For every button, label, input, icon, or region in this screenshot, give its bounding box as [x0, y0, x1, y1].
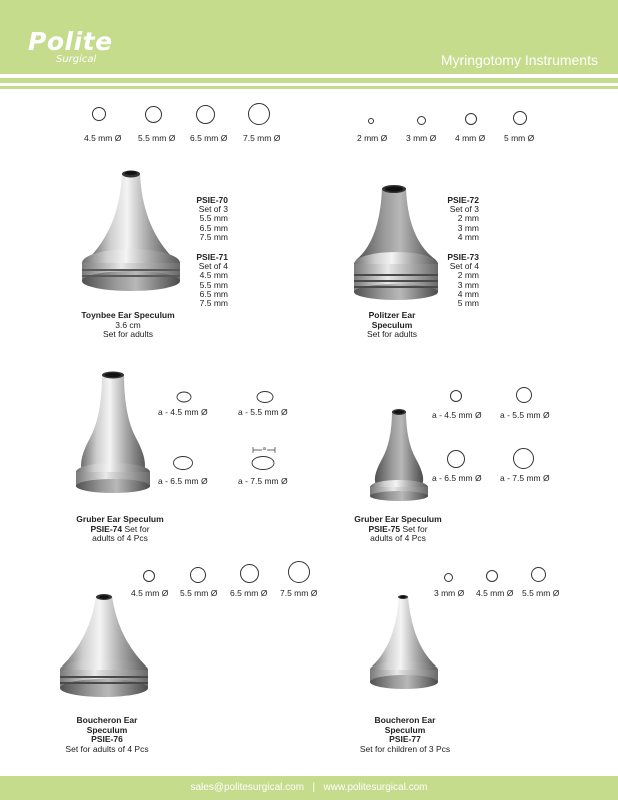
oval-size-icon — [249, 455, 277, 471]
code-detail: 5.5 mm — [199, 279, 228, 290]
code-detail: Set of 3 — [449, 204, 479, 215]
product-code-block — [192, 253, 228, 308]
footer-separator: | — [312, 782, 316, 793]
product-caption — [52, 716, 162, 754]
logo-sub-text: Surgical — [56, 54, 97, 65]
product-caption — [68, 311, 188, 340]
size-label: a - 5.5 mm Ø — [500, 410, 550, 420]
size-circle-icon — [531, 567, 546, 582]
size-circle-icon — [417, 116, 426, 125]
size-circle-icon — [92, 107, 106, 121]
product-name: Speculum — [371, 319, 413, 330]
product-name: Gruber Ear Speculum — [354, 514, 442, 524]
product-name: Boucheron Ear — [374, 715, 436, 725]
code-detail: 6.5 mm — [199, 222, 228, 233]
size-label: a - 4.5 mm Ø — [158, 407, 208, 417]
size-label: 2 mm Ø — [357, 133, 388, 143]
size-circle-icon — [240, 564, 259, 583]
product-detail: Set for children of 3 Pcs — [359, 743, 451, 754]
product-code: PSIE-70 — [196, 195, 228, 205]
size-circle-icon — [513, 111, 527, 125]
logo-main-text: Polite — [28, 27, 113, 56]
product-detail: Set for adults — [366, 329, 418, 339]
size-label: 4.5 mm Ø — [84, 133, 122, 143]
size-label: 5.5 mm Ø — [138, 133, 176, 143]
product-code-block — [443, 253, 479, 308]
code-detail: 2 mm — [457, 213, 479, 224]
product-code: PSIE-75 — [368, 523, 401, 534]
size-label: a - 6.5 mm Ø — [432, 473, 482, 483]
code-detail: Set of 4 — [198, 261, 228, 272]
size-label: a - 6.5 mm Ø — [158, 476, 208, 486]
oval-size-icon — [174, 390, 194, 404]
size-circle-icon — [486, 570, 498, 582]
header-band — [0, 0, 618, 74]
product-code: PSIE-71 — [196, 252, 228, 262]
size-label: a - 5.5 mm Ø — [238, 407, 288, 417]
product-code: PSIE-74 — [90, 523, 123, 534]
gruber-74-speculum-image — [72, 368, 162, 508]
size-label: a - 7.5 mm Ø — [238, 476, 288, 486]
product-caption — [60, 515, 180, 544]
size-circle-icon — [465, 113, 477, 125]
gruber-75-speculum-image — [366, 405, 436, 510]
product-caption — [352, 311, 432, 340]
oval-size-icon — [254, 390, 276, 404]
code-detail: 4 mm — [457, 288, 479, 299]
code-detail: 6.5 mm — [199, 288, 228, 299]
size-circle-icon — [196, 105, 215, 124]
size-circle-icon — [513, 448, 534, 469]
size-label: 6.5 mm Ø — [230, 588, 268, 598]
size-label: 5.5 mm Ø — [180, 588, 218, 598]
product-detail: adults of 4 Pcs — [92, 533, 148, 543]
header-stripe — [0, 78, 618, 83]
product-detail: Set for adults — [102, 329, 154, 339]
product-name: Boucheron Ear — [76, 715, 138, 725]
product-detail: Set for — [402, 523, 428, 534]
size-label: 6.5 mm Ø — [190, 133, 228, 143]
product-caption — [350, 716, 460, 754]
footer-band — [0, 776, 618, 800]
size-circle-icon — [143, 570, 155, 582]
toynbee-speculum-image — [76, 165, 186, 305]
product-name: Speculum — [86, 724, 128, 735]
size-label: 3 mm Ø — [406, 133, 437, 143]
size-circle-icon — [248, 103, 270, 125]
code-detail: 5.5 mm — [199, 213, 228, 224]
code-detail: Set of 4 — [449, 261, 479, 272]
product-code: PSIE-72 — [447, 195, 479, 205]
product-name: Toynbee Ear Speculum — [81, 310, 175, 320]
product-detail: adults of 4 Pcs — [370, 533, 426, 543]
product-code: PSIE-77 — [389, 734, 421, 744]
size-circle-icon — [447, 450, 465, 468]
code-detail: 5 mm — [457, 298, 479, 309]
size-label: 5.5 mm Ø — [522, 588, 560, 598]
code-detail: Set of 3 — [198, 204, 228, 215]
size-circle-icon — [444, 573, 453, 582]
code-detail: 4.5 mm — [199, 270, 228, 281]
size-label: 4.5 mm Ø — [476, 588, 514, 598]
product-detail: Set for — [124, 523, 150, 534]
size-circle-icon — [145, 106, 162, 123]
product-detail: Set for adults of 4 Pcs — [65, 743, 149, 754]
header-stripe-thin — [0, 86, 618, 89]
product-code: PSIE-73 — [447, 252, 479, 262]
politzer-speculum-image — [350, 180, 450, 310]
size-label: 4.5 mm Ø — [131, 588, 169, 598]
boucheron-76-speculum-image — [58, 588, 158, 708]
size-label: 7.5 mm Ø — [280, 588, 318, 598]
product-name: Politzer Ear — [368, 310, 416, 320]
size-circle-icon — [450, 390, 462, 402]
product-name: Speculum — [384, 724, 426, 735]
product-name: Gruber Ear Speculum — [76, 514, 164, 524]
code-detail: 7.5 mm — [199, 231, 228, 242]
code-detail: 2 mm — [457, 270, 479, 281]
size-label: 3 mm Ø — [434, 588, 465, 598]
product-code-block — [443, 196, 479, 242]
product-caption — [338, 515, 458, 544]
size-circle-icon — [516, 387, 532, 403]
size-label: 5 mm Ø — [504, 133, 535, 143]
size-label: 4 mm Ø — [455, 133, 486, 143]
footer-email-link[interactable]: sales@politesurgical.com — [190, 782, 305, 793]
size-circle-icon — [368, 118, 374, 124]
size-label: a - 7.5 mm Ø — [500, 473, 550, 483]
product-detail: 3.6 cm — [115, 319, 141, 330]
dimension-letter: a — [263, 446, 266, 452]
code-detail: 7.5 mm — [199, 298, 228, 309]
product-code: PSIE-76 — [91, 734, 123, 744]
size-circle-icon — [288, 561, 310, 583]
product-code-block — [192, 196, 228, 242]
oval-size-icon — [171, 455, 195, 471]
footer-website-link[interactable]: www.politesurgical.com — [323, 782, 428, 793]
code-detail: 3 mm — [457, 279, 479, 290]
size-label: a - 4.5 mm Ø — [432, 410, 482, 420]
page-title: Myringotomy Instruments — [440, 52, 598, 68]
size-label: 7.5 mm Ø — [243, 133, 281, 143]
boucheron-77-speculum-image — [366, 590, 446, 705]
brand-logo — [28, 27, 113, 66]
size-circle-icon — [190, 567, 206, 583]
code-detail: 3 mm — [457, 222, 479, 233]
code-detail: 4 mm — [457, 231, 479, 242]
